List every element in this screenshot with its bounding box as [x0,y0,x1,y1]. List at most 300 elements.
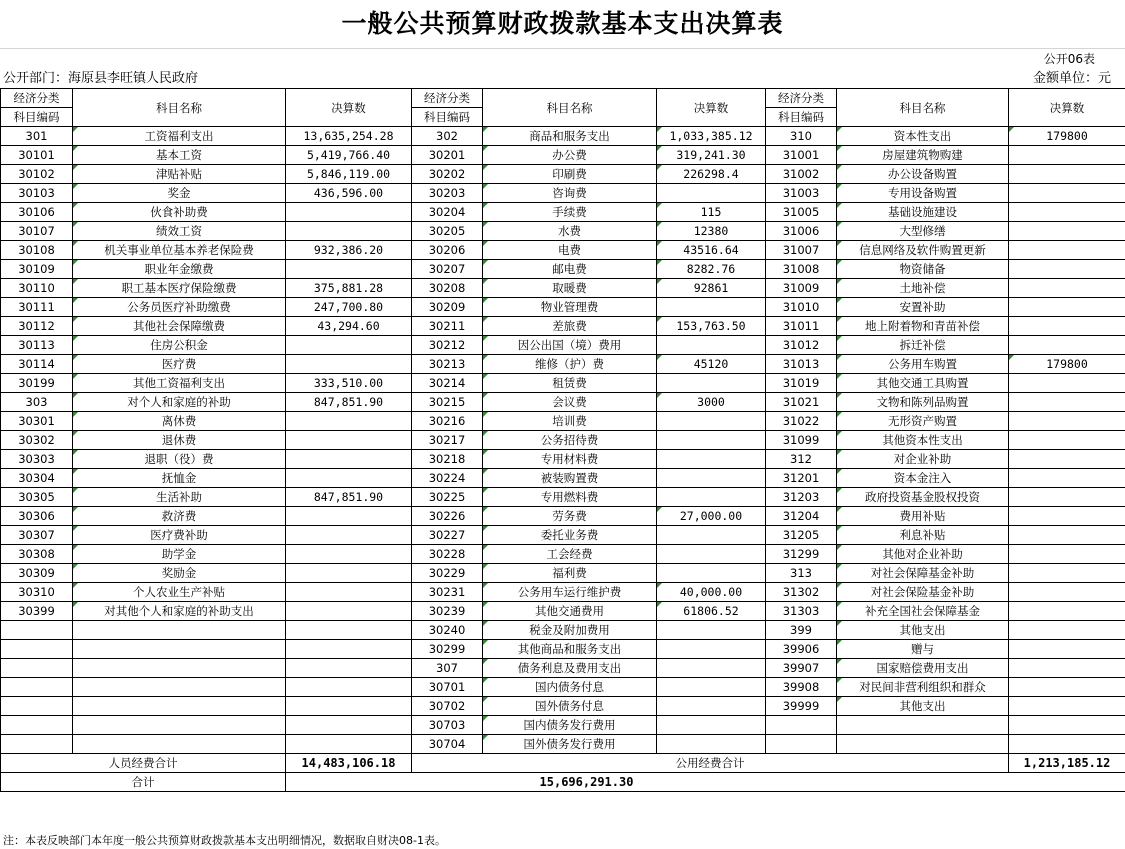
cell-code[interactable]: 30218 [412,450,483,469]
cell-amount[interactable] [286,735,412,754]
cell-name[interactable]: 基本工资 [73,146,286,165]
cell-amount[interactable]: 3000 [657,393,766,412]
cell-code[interactable]: 313 [766,564,837,583]
cell-amount[interactable] [1009,393,1125,412]
cell-amount[interactable] [1009,735,1125,754]
cell-name[interactable]: 专用材料费 [483,450,657,469]
cell-code[interactable]: 31005 [766,203,837,222]
cell-name[interactable]: 退职（役）费 [73,450,286,469]
cell-name[interactable]: 其他工资福利支出 [73,374,286,393]
cell-code[interactable]: 30226 [412,507,483,526]
cell-amount[interactable] [657,488,766,507]
cell-name[interactable]: 委托业务费 [483,526,657,545]
cell-code[interactable]: 30199 [1,374,73,393]
cell-code[interactable]: 31013 [766,355,837,374]
cell-amount[interactable] [286,583,412,602]
cell-name[interactable]: 公务用车购置 [837,355,1009,374]
cell-name[interactable]: 其他资本性支出 [837,431,1009,450]
cell-amount[interactable] [657,412,766,431]
cell-code[interactable]: 30307 [1,526,73,545]
cell-name[interactable]: 津贴补贴 [73,165,286,184]
cell-code[interactable]: 31008 [766,260,837,279]
cell-amount[interactable] [1009,564,1125,583]
cell-code[interactable]: 30308 [1,545,73,564]
cell-code[interactable]: 30205 [412,222,483,241]
cell-amount[interactable] [1009,431,1125,450]
cell-name[interactable]: 水费 [483,222,657,241]
cell-code[interactable] [1,621,73,640]
cell-code[interactable]: 30212 [412,336,483,355]
cell-amount[interactable] [286,564,412,583]
cell-amount[interactable]: 43516.64 [657,241,766,260]
cell-code[interactable]: 312 [766,450,837,469]
cell-name[interactable]: 救济费 [73,507,286,526]
cell-name[interactable]: 国外债务付息 [483,697,657,716]
cell-code[interactable]: 30214 [412,374,483,393]
cell-code[interactable] [1,640,73,659]
cell-name[interactable]: 对其他个人和家庭的补助支出 [73,602,286,621]
cell-name[interactable]: 咨询费 [483,184,657,203]
cell-amount[interactable] [657,678,766,697]
cell-code[interactable] [766,735,837,754]
cell-name[interactable]: 离休费 [73,412,286,431]
cell-code[interactable]: 30110 [1,279,73,298]
header-subject-name[interactable]: 科目名称 [483,89,657,127]
cell-name[interactable]: 工会经费 [483,545,657,564]
personnel-total-value[interactable]: 14,483,106.18 [286,754,412,773]
cell-code[interactable] [1,716,73,735]
cell-code[interactable]: 30703 [412,716,483,735]
cell-code[interactable]: 30113 [1,336,73,355]
cell-amount[interactable] [657,336,766,355]
cell-code[interactable]: 31204 [766,507,837,526]
cell-code[interactable]: 31011 [766,317,837,336]
cell-amount[interactable]: 8282.76 [657,260,766,279]
cell-code[interactable]: 303 [1,393,73,412]
cell-name[interactable]: 费用补贴 [837,507,1009,526]
cell-code[interactable]: 30303 [1,450,73,469]
header-subject-code[interactable]: 科目编码 [766,108,837,127]
cell-code[interactable]: 31099 [766,431,837,450]
cell-code[interactable]: 30106 [1,203,73,222]
cell-amount[interactable] [286,659,412,678]
cell-code[interactable]: 30225 [412,488,483,507]
cell-code[interactable]: 30239 [412,602,483,621]
cell-code[interactable]: 31201 [766,469,837,488]
public-total-label[interactable]: 公用经费合计 [412,754,1009,773]
cell-code[interactable]: 30227 [412,526,483,545]
cell-amount[interactable] [286,678,412,697]
cell-code[interactable]: 30203 [412,184,483,203]
cell-amount[interactable]: 932,386.20 [286,241,412,260]
cell-amount[interactable] [1009,488,1125,507]
cell-amount[interactable] [1009,640,1125,659]
cell-name[interactable] [73,716,286,735]
cell-name[interactable]: 其他支出 [837,697,1009,716]
cell-name[interactable]: 公务招待费 [483,431,657,450]
cell-name[interactable]: 因公出国（境）费用 [483,336,657,355]
cell-name[interactable]: 伙食补助费 [73,203,286,222]
cell-code[interactable]: 39907 [766,659,837,678]
cell-amount[interactable] [657,431,766,450]
cell-code[interactable]: 31019 [766,374,837,393]
cell-name[interactable]: 赠与 [837,640,1009,659]
cell-name[interactable]: 生活补助 [73,488,286,507]
cell-name[interactable]: 会议费 [483,393,657,412]
cell-name[interactable]: 印刷费 [483,165,657,184]
cell-amount[interactable] [657,298,766,317]
header-econ-class[interactable]: 经济分类 [1,89,73,108]
cell-amount[interactable] [286,203,412,222]
cell-name[interactable]: 劳务费 [483,507,657,526]
cell-code[interactable]: 399 [766,621,837,640]
cell-code[interactable]: 31010 [766,298,837,317]
cell-name[interactable]: 维修（护）费 [483,355,657,374]
cell-code[interactable]: 30202 [412,165,483,184]
cell-name[interactable]: 手续费 [483,203,657,222]
header-subject-name[interactable]: 科目名称 [73,89,286,127]
cell-amount[interactable]: 12380 [657,222,766,241]
cell-amount[interactable] [1009,184,1125,203]
cell-amount[interactable]: 179800 [1009,355,1125,374]
cell-amount[interactable] [286,545,412,564]
cell-amount[interactable] [657,659,766,678]
cell-code[interactable]: 31205 [766,526,837,545]
header-final-amount[interactable]: 决算数 [286,89,412,127]
header-subject-name[interactable]: 科目名称 [837,89,1009,127]
cell-name[interactable]: 资本金注入 [837,469,1009,488]
cell-code[interactable] [766,716,837,735]
cell-amount[interactable] [1009,545,1125,564]
cell-amount[interactable]: 226298.4 [657,165,766,184]
cell-name[interactable]: 公务员医疗补助缴费 [73,298,286,317]
cell-amount[interactable] [1009,583,1125,602]
cell-code[interactable]: 307 [412,659,483,678]
cell-amount[interactable] [657,469,766,488]
cell-amount[interactable] [657,697,766,716]
cell-amount[interactable]: 43,294.60 [286,317,412,336]
cell-code[interactable]: 30107 [1,222,73,241]
cell-code[interactable]: 31006 [766,222,837,241]
cell-name[interactable]: 其他支出 [837,621,1009,640]
cell-code[interactable]: 30209 [412,298,483,317]
public-total-value[interactable]: 1,213,185.12 [1009,754,1125,773]
cell-amount[interactable]: 1,033,385.12 [657,127,766,146]
cell-code[interactable] [1,735,73,754]
cell-code[interactable]: 30231 [412,583,483,602]
cell-amount[interactable] [1009,374,1125,393]
cell-name[interactable]: 对民间非营利组织和群众 [837,678,1009,697]
cell-name[interactable]: 补充全国社会保障基金 [837,602,1009,621]
cell-name[interactable]: 邮电费 [483,260,657,279]
cell-name[interactable]: 退休费 [73,431,286,450]
cell-code[interactable]: 31012 [766,336,837,355]
cell-code[interactable]: 31021 [766,393,837,412]
cell-name[interactable]: 对社会保障基金补助 [837,564,1009,583]
cell-code[interactable] [1,697,73,716]
cell-amount[interactable]: 247,700.80 [286,298,412,317]
cell-amount[interactable] [1009,336,1125,355]
cell-code[interactable]: 31022 [766,412,837,431]
cell-amount[interactable]: 40,000.00 [657,583,766,602]
cell-name[interactable] [73,640,286,659]
cell-name[interactable]: 其他对企业补助 [837,545,1009,564]
cell-name[interactable]: 取暖费 [483,279,657,298]
cell-amount[interactable] [1009,678,1125,697]
cell-code[interactable]: 30101 [1,146,73,165]
cell-amount[interactable] [657,564,766,583]
cell-amount[interactable] [1009,716,1125,735]
cell-amount[interactable]: 115 [657,203,766,222]
cell-code[interactable]: 302 [412,127,483,146]
cell-amount[interactable] [657,184,766,203]
cell-code[interactable]: 30224 [412,469,483,488]
grand-total-value[interactable]: 15,696,291.30 [286,773,1125,792]
cell-amount[interactable]: 61806.52 [657,602,766,621]
cell-code[interactable]: 30229 [412,564,483,583]
cell-name[interactable]: 国家赔偿费用支出 [837,659,1009,678]
cell-code[interactable]: 31203 [766,488,837,507]
cell-amount[interactable]: 375,881.28 [286,279,412,298]
cell-code[interactable]: 31009 [766,279,837,298]
header-final-amount[interactable]: 决算数 [657,89,766,127]
cell-code[interactable]: 39906 [766,640,837,659]
cell-amount[interactable]: 27,000.00 [657,507,766,526]
cell-code[interactable]: 31002 [766,165,837,184]
cell-name[interactable]: 奖金 [73,184,286,203]
cell-amount[interactable] [286,621,412,640]
cell-name[interactable]: 职业年金缴费 [73,260,286,279]
cell-code[interactable]: 30103 [1,184,73,203]
header-subject-code[interactable]: 科目编码 [1,108,73,127]
cell-amount[interactable] [1009,241,1125,260]
cell-name[interactable]: 机关事业单位基本养老保险费 [73,241,286,260]
cell-name[interactable]: 土地补偿 [837,279,1009,298]
cell-name[interactable]: 办公费 [483,146,657,165]
cell-code[interactable]: 31302 [766,583,837,602]
cell-name[interactable]: 利息补贴 [837,526,1009,545]
cell-amount[interactable] [657,735,766,754]
header-econ-class[interactable]: 经济分类 [766,89,837,108]
cell-code[interactable]: 30206 [412,241,483,260]
cell-amount[interactable] [657,374,766,393]
cell-name[interactable]: 公务用车运行维护费 [483,583,657,602]
cell-amount[interactable] [1009,469,1125,488]
cell-name[interactable]: 对企业补助 [837,450,1009,469]
cell-code[interactable]: 31007 [766,241,837,260]
cell-amount[interactable] [1009,412,1125,431]
cell-name[interactable]: 住房公积金 [73,336,286,355]
cell-code[interactable]: 30240 [412,621,483,640]
cell-amount[interactable] [1009,507,1125,526]
cell-name[interactable]: 其他商品和服务支出 [483,640,657,659]
header-subject-code[interactable]: 科目编码 [412,108,483,127]
cell-name[interactable]: 专用设备购置 [837,184,1009,203]
cell-name[interactable] [73,697,286,716]
cell-code[interactable]: 30114 [1,355,73,374]
cell-code[interactable]: 30208 [412,279,483,298]
cell-name[interactable]: 租赁费 [483,374,657,393]
cell-code[interactable]: 30704 [412,735,483,754]
cell-amount[interactable] [286,336,412,355]
cell-name[interactable]: 地上附着物和青苗补偿 [837,317,1009,336]
cell-name[interactable]: 对个人和家庭的补助 [73,393,286,412]
cell-code[interactable]: 30306 [1,507,73,526]
cell-code[interactable]: 310 [766,127,837,146]
cell-name[interactable]: 拆迁补偿 [837,336,1009,355]
cell-code[interactable]: 30309 [1,564,73,583]
cell-name[interactable]: 福利费 [483,564,657,583]
cell-name[interactable]: 对社会保险基金补助 [837,583,1009,602]
cell-name[interactable]: 国内债务发行费用 [483,716,657,735]
cell-amount[interactable] [1009,621,1125,640]
cell-name[interactable]: 无形资产购置 [837,412,1009,431]
cell-code[interactable]: 31303 [766,602,837,621]
cell-name[interactable]: 国外债务发行费用 [483,735,657,754]
cell-amount[interactable]: 13,635,254.28 [286,127,412,146]
cell-amount[interactable] [1009,260,1125,279]
cell-name[interactable]: 税金及附加费用 [483,621,657,640]
cell-amount[interactable]: 333,510.00 [286,374,412,393]
cell-name[interactable]: 商品和服务支出 [483,127,657,146]
cell-amount[interactable] [1009,697,1125,716]
cell-code[interactable]: 31299 [766,545,837,564]
cell-name[interactable] [73,735,286,754]
cell-code[interactable]: 30310 [1,583,73,602]
cell-name[interactable]: 职工基本医疗保险缴费 [73,279,286,298]
cell-name[interactable]: 助学金 [73,545,286,564]
cell-amount[interactable] [1009,279,1125,298]
cell-amount[interactable] [657,640,766,659]
cell-amount[interactable] [657,450,766,469]
cell-code[interactable]: 30299 [412,640,483,659]
cell-name[interactable]: 文物和陈列品购置 [837,393,1009,412]
cell-name[interactable]: 医疗费 [73,355,286,374]
cell-name[interactable] [73,659,286,678]
header-econ-class[interactable]: 经济分类 [412,89,483,108]
cell-name[interactable]: 债务利息及费用支出 [483,659,657,678]
cell-amount[interactable]: 5,419,766.40 [286,146,412,165]
cell-name[interactable]: 绩效工资 [73,222,286,241]
cell-amount[interactable] [1009,165,1125,184]
cell-amount[interactable] [286,355,412,374]
cell-amount[interactable] [657,716,766,735]
cell-amount[interactable] [286,640,412,659]
cell-amount[interactable] [657,545,766,564]
cell-code[interactable]: 301 [1,127,73,146]
cell-name[interactable] [837,735,1009,754]
cell-amount[interactable] [286,602,412,621]
cell-code[interactable]: 30301 [1,412,73,431]
cell-code[interactable]: 39908 [766,678,837,697]
cell-amount[interactable] [286,469,412,488]
cell-name[interactable]: 房屋建筑物购建 [837,146,1009,165]
cell-amount[interactable] [286,507,412,526]
cell-code[interactable]: 30228 [412,545,483,564]
cell-amount[interactable] [1009,526,1125,545]
cell-code[interactable]: 30102 [1,165,73,184]
cell-code[interactable]: 30701 [412,678,483,697]
cell-name[interactable]: 工资福利支出 [73,127,286,146]
cell-amount[interactable]: 436,596.00 [286,184,412,203]
cell-amount[interactable]: 5,846,119.00 [286,165,412,184]
cell-name[interactable]: 专用燃料费 [483,488,657,507]
cell-name[interactable]: 安置补助 [837,298,1009,317]
cell-name[interactable]: 医疗费补助 [73,526,286,545]
cell-amount[interactable] [1009,146,1125,165]
cell-name[interactable] [837,716,1009,735]
cell-name[interactable]: 物资储备 [837,260,1009,279]
cell-name[interactable]: 其他交通工具购置 [837,374,1009,393]
cell-amount[interactable]: 45120 [657,355,766,374]
cell-name[interactable]: 差旅费 [483,317,657,336]
cell-name[interactable]: 办公设备购置 [837,165,1009,184]
cell-code[interactable]: 30201 [412,146,483,165]
cell-name[interactable]: 电费 [483,241,657,260]
cell-name[interactable]: 培训费 [483,412,657,431]
cell-amount[interactable] [1009,659,1125,678]
cell-amount[interactable] [286,697,412,716]
cell-name[interactable]: 国内债务付息 [483,678,657,697]
cell-name[interactable]: 信息网络及软件购置更新 [837,241,1009,260]
grand-total-label[interactable]: 合计 [1,773,286,792]
cell-code[interactable] [1,678,73,697]
cell-amount[interactable] [286,526,412,545]
cell-amount[interactable] [286,450,412,469]
personnel-total-label[interactable]: 人员经费合计 [1,754,286,773]
cell-amount[interactable] [286,222,412,241]
cell-name[interactable]: 个人农业生产补贴 [73,583,286,602]
cell-amount[interactable] [1009,602,1125,621]
cell-amount[interactable] [657,621,766,640]
cell-name[interactable]: 被装购置费 [483,469,657,488]
cell-name[interactable] [73,621,286,640]
cell-amount[interactable] [286,260,412,279]
cell-code[interactable]: 30108 [1,241,73,260]
cell-name[interactable]: 资本性支出 [837,127,1009,146]
cell-code[interactable]: 30216 [412,412,483,431]
cell-code[interactable]: 30399 [1,602,73,621]
cell-code[interactable]: 31001 [766,146,837,165]
cell-code[interactable]: 30215 [412,393,483,412]
cell-code[interactable]: 30111 [1,298,73,317]
cell-amount[interactable] [1009,222,1125,241]
cell-code[interactable]: 30304 [1,469,73,488]
cell-amount[interactable] [286,431,412,450]
cell-code[interactable]: 30112 [1,317,73,336]
cell-amount[interactable]: 179800 [1009,127,1125,146]
cell-name[interactable]: 物业管理费 [483,298,657,317]
cell-amount[interactable] [1009,317,1125,336]
cell-name[interactable] [73,678,286,697]
header-final-amount[interactable]: 决算数 [1009,89,1125,127]
cell-code[interactable]: 30109 [1,260,73,279]
cell-code[interactable]: 30305 [1,488,73,507]
cell-code[interactable]: 30217 [412,431,483,450]
cell-amount[interactable] [286,716,412,735]
cell-name[interactable]: 基础设施建设 [837,203,1009,222]
cell-amount[interactable]: 847,851.90 [286,488,412,507]
cell-code[interactable]: 30211 [412,317,483,336]
cell-code[interactable] [1,659,73,678]
cell-code[interactable]: 39999 [766,697,837,716]
cell-code[interactable]: 30302 [1,431,73,450]
cell-amount[interactable]: 153,763.50 [657,317,766,336]
cell-amount[interactable] [1009,450,1125,469]
cell-amount[interactable]: 847,851.90 [286,393,412,412]
cell-name[interactable]: 大型修缮 [837,222,1009,241]
cell-code[interactable]: 30204 [412,203,483,222]
